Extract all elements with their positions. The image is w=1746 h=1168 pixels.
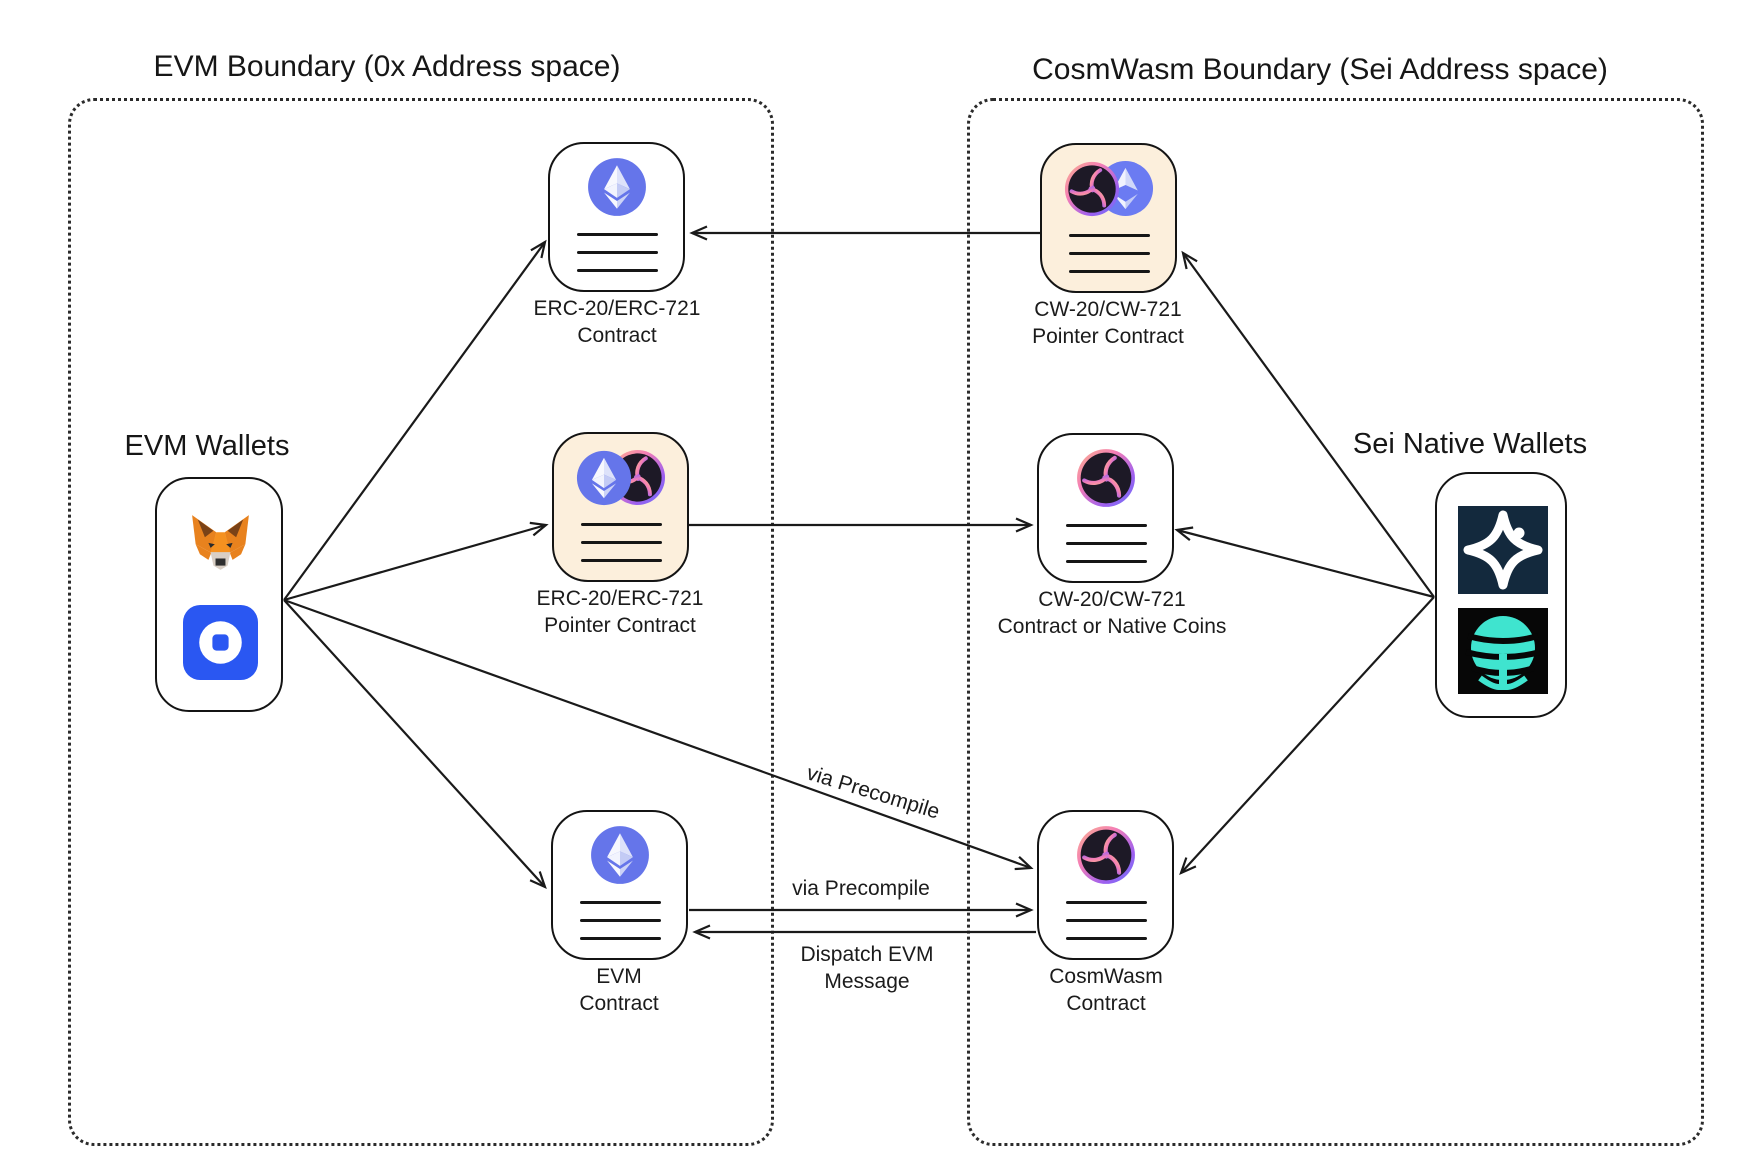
sei-wallets-box [1435, 472, 1567, 718]
edge-evmwallets-erc20pointer [284, 525, 546, 600]
cosmwasm-icon [1075, 824, 1137, 886]
dispatch-evm-message-label: Dispatch EVM Message [800, 943, 934, 993]
via-precompile-horizontal-label: via Precompile [792, 877, 930, 900]
cosmwasm-contract-node [1037, 810, 1174, 960]
ethereum-icon [586, 156, 648, 218]
ethereum-icon [575, 449, 633, 507]
metamask-icon [185, 512, 256, 578]
erc20-contract-label: ERC-20/ERC-721 Contract [533, 297, 701, 347]
via-precompile-diagonal-label: via Precompile [803, 761, 943, 824]
evm-wallets-box [155, 477, 283, 712]
compass-wallet-icon [1458, 506, 1548, 594]
sei-wallets-title: Sei Native Wallets [1352, 428, 1588, 460]
cw20-pointer-contract-label: CW-20/CW-721 Pointer Contract [1032, 298, 1184, 348]
cw20-contract-label: CW-20/CW-721 Contract or Native Coins [997, 588, 1227, 638]
evm-boundary-title: EVM Boundary (0x Address space) [153, 50, 621, 83]
coinbase-wallet-icon [183, 605, 258, 680]
cosmwasm-eth-icon-pair [1063, 159, 1155, 219]
ethereum-icon [589, 824, 651, 886]
erc20-pointer-contract-label: ERC-20/ERC-721 Pointer Contract [536, 587, 704, 637]
edge-seiwallets-cw20pointer [1183, 253, 1434, 597]
edge-evmwallets-evmcontract [284, 600, 545, 887]
cw20-contract-node [1037, 433, 1174, 583]
edge-evmwallets-erc20 [284, 242, 545, 600]
erc20-pointer-contract-node [552, 432, 689, 582]
cw20-pointer-contract-node [1040, 143, 1177, 293]
evm-contract-node [551, 810, 688, 960]
evm-contract-label: EVM Contract [579, 965, 659, 1015]
cosmwasm-boundary-title: CosmWasm Boundary (Sei Address space) [1032, 53, 1608, 86]
evm-wallets-title: EVM Wallets [124, 430, 290, 462]
eth-cosmwasm-icon-pair [575, 448, 667, 508]
erc20-contract-node [548, 142, 685, 292]
cosmwasm-icon [1063, 160, 1121, 218]
cosmwasm-icon [1075, 447, 1137, 509]
fin-wallet-icon [1458, 608, 1548, 694]
cosmwasm-contract-label: CosmWasm Contract [1049, 965, 1163, 1015]
